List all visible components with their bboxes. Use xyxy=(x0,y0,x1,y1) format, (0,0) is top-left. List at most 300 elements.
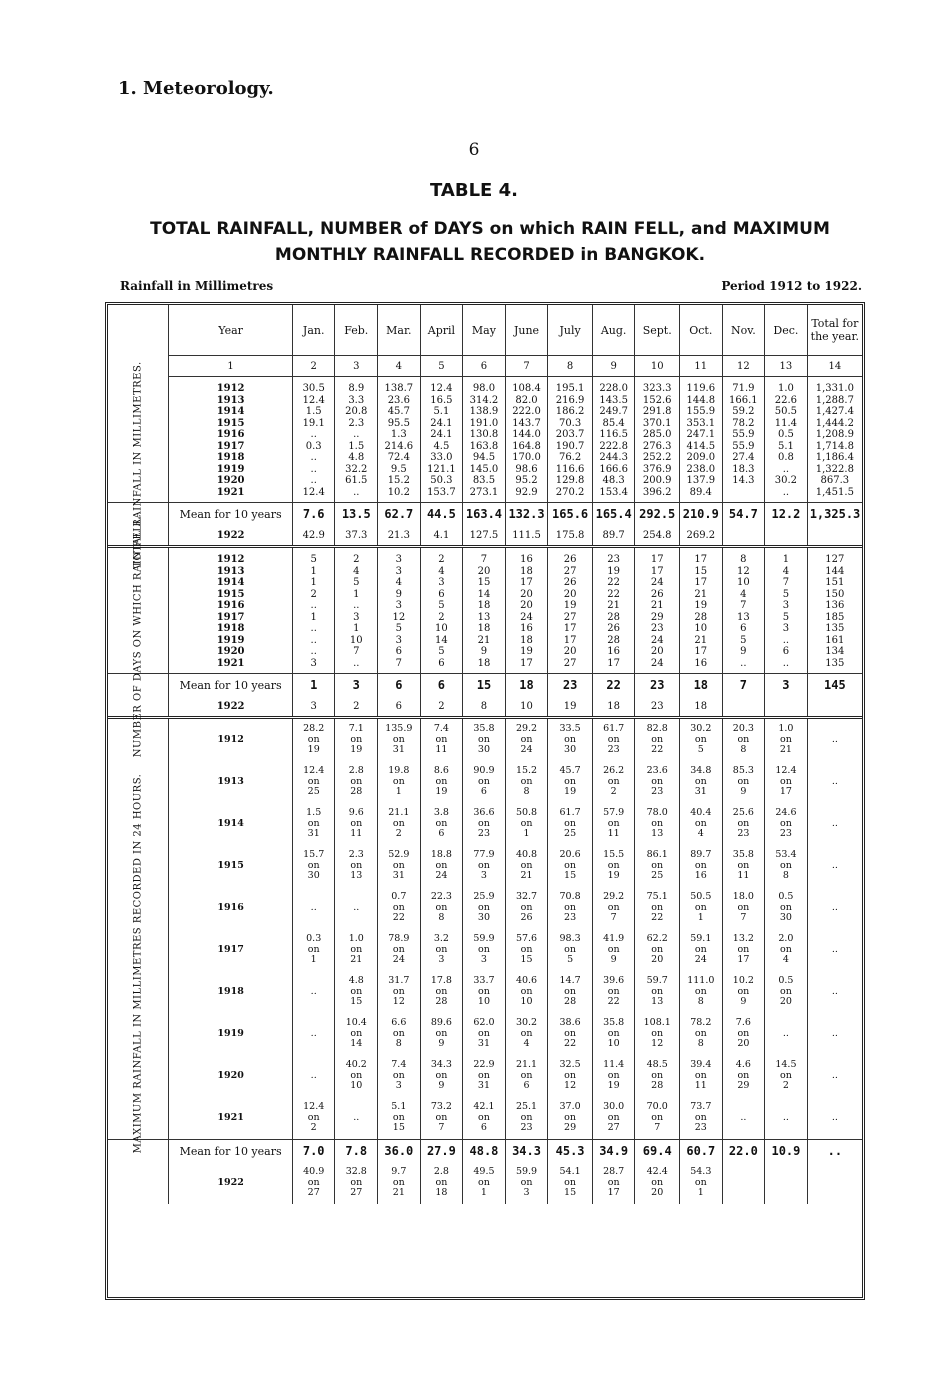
max-value: 36.6 on 23 xyxy=(463,803,506,845)
max-value: 12.4 on 17 xyxy=(765,761,808,803)
max-value: 75.1 on 22 xyxy=(635,887,680,929)
year-1922-label: 1922 xyxy=(169,1162,293,1204)
max-value: .. xyxy=(335,1097,378,1140)
max-value: 24.6 on 23 xyxy=(765,803,808,845)
mean-value: 36.0 xyxy=(378,1140,421,1163)
max-value: 10.2 on 9 xyxy=(722,971,765,1013)
max-value: 12.4 on 2 xyxy=(292,1097,335,1140)
max-value: 11.4 on 19 xyxy=(592,1055,635,1097)
max-value: 89.6 on 9 xyxy=(420,1013,463,1055)
max-value: 20.6 on 15 xyxy=(548,845,593,887)
value-1922: 28.7 on 17 xyxy=(592,1162,635,1204)
month-values: 30.5 12.4 1.5 19.1 .. 0.3 .. .. .. 12.4 xyxy=(292,377,335,503)
value-1922: 42.9 xyxy=(292,525,335,547)
month-values: 138.7 23.6 45.7 95.5 1.3 214.6 72.4 9.5 15.2 10.2 xyxy=(378,377,421,503)
value-1922 xyxy=(722,525,765,547)
max-value: 1.0 on 21 xyxy=(765,718,808,762)
max-value: .. xyxy=(807,845,862,887)
month-values: 23 19 22 22 21 28 26 28 16 17 xyxy=(592,547,635,674)
value-1922: 2 xyxy=(335,696,378,718)
max-value: 78.2 on 8 xyxy=(680,1013,723,1055)
days-mean-row xyxy=(108,674,862,697)
value-1922 xyxy=(807,696,862,718)
header-row xyxy=(108,305,862,356)
maximum-mean-row xyxy=(108,1140,862,1163)
max-value: 73.7 on 23 xyxy=(680,1097,723,1140)
max-value: 61.7 on 25 xyxy=(548,803,593,845)
max-row xyxy=(108,971,862,1013)
value-1922: 254.8 xyxy=(635,525,680,547)
year-label: 1921 xyxy=(169,1097,293,1140)
max-value: 4.8 on 15 xyxy=(335,971,378,1013)
max-value: 50.5 on 1 xyxy=(680,887,723,929)
value-1922: 37.3 xyxy=(335,525,378,547)
month-values: 127 144 151 150 136 185 135 161 134 135 xyxy=(807,547,862,674)
mean-value: 145 xyxy=(807,674,862,697)
year-label: 1913 xyxy=(169,761,293,803)
max-value: 40.2 on 10 xyxy=(335,1055,378,1097)
year-label: 1918 xyxy=(169,971,293,1013)
max-value: 31.7 on 12 xyxy=(378,971,421,1013)
page-number: 6 xyxy=(468,140,480,160)
max-value: 4.6 on 29 xyxy=(722,1055,765,1097)
column-number: 4 xyxy=(378,356,421,377)
month-values: 17 17 24 26 21 29 23 24 20 24 xyxy=(635,547,680,674)
mean-value: 165.4 xyxy=(592,503,635,526)
column-header: April xyxy=(420,305,463,356)
month-values: 1 4 7 5 3 5 3 .. 6 .. xyxy=(765,547,808,674)
side-label-total-rainfall: TOTAL RAINFALL IN MILLIMETRES. xyxy=(132,361,144,568)
max-value: 40.8 on 21 xyxy=(505,845,548,887)
value-1922: 49.5 on 1 xyxy=(463,1162,506,1204)
month-values: 7 20 15 14 18 13 18 21 9 18 xyxy=(463,547,506,674)
max-value: 52.9 on 31 xyxy=(378,845,421,887)
max-value: 30.2 on 5 xyxy=(680,718,723,762)
max-value: 7.6 on 20 xyxy=(722,1013,765,1055)
max-value: 23.6 on 23 xyxy=(635,761,680,803)
max-value: 29.2 on 24 xyxy=(505,718,548,762)
max-row xyxy=(108,1013,862,1055)
max-value: 61.7 on 23 xyxy=(592,718,635,762)
year-label: 1915 xyxy=(169,845,293,887)
max-value: 33.7 on 10 xyxy=(463,971,506,1013)
column-number: 3 xyxy=(335,356,378,377)
mean-label: Mean for 10 years xyxy=(169,674,293,697)
mean-value: 13.5 xyxy=(335,503,378,526)
rainfall-data-row xyxy=(108,377,862,503)
value-1922: 8 xyxy=(463,696,506,718)
max-value: 40.4 on 4 xyxy=(680,803,723,845)
max-value: 98.3 on 5 xyxy=(548,929,593,971)
max-value: 90.9 on 6 xyxy=(463,761,506,803)
max-row xyxy=(108,887,862,929)
column-header: Feb. xyxy=(335,305,378,356)
max-value: 135.9 on 31 xyxy=(378,718,421,762)
max-value: 5.1 on 15 xyxy=(378,1097,421,1140)
value-1922: 10 xyxy=(505,696,548,718)
max-value: 77.9 on 3 xyxy=(463,845,506,887)
max-value: 35.8 on 30 xyxy=(463,718,506,762)
max-value: .. xyxy=(807,761,862,803)
max-value: 108.1 on 12 xyxy=(635,1013,680,1055)
month-values: 195.1 216.9 186.2 70.3 203.7 190.7 76.2 116.6 129.8 270.2 xyxy=(548,377,593,503)
max-value: 13.2 on 17 xyxy=(722,929,765,971)
value-1922: 3 xyxy=(292,696,335,718)
month-values: 1,331.0 1,288.7 1,427.4 1,444.2 1,208.9 1,714.8 1,186.4 1,322.8 867.3 1,451.5 xyxy=(807,377,862,503)
value-1922: 59.9 on 3 xyxy=(505,1162,548,1204)
max-value: 9.6 on 11 xyxy=(335,803,378,845)
max-value: 62.0 on 31 xyxy=(463,1013,506,1055)
max-value: 17.8 on 28 xyxy=(420,971,463,1013)
heading-line-2: MONTHLY RAINFALL RECORDED in BANGKOK. xyxy=(274,245,706,265)
max-value: 42.1 on 6 xyxy=(463,1097,506,1140)
mean-value: 210.9 xyxy=(680,503,723,526)
mean-value: 44.5 xyxy=(420,503,463,526)
max-value: 20.3 on 8 xyxy=(722,718,765,762)
value-1922: 18 xyxy=(680,696,723,718)
max-value: 0.5 on 20 xyxy=(765,971,808,1013)
mean-value: 292.5 xyxy=(635,503,680,526)
max-value: 15.7 on 30 xyxy=(292,845,335,887)
max-value: 2.0 on 4 xyxy=(765,929,808,971)
value-1922: 40.9 on 27 xyxy=(292,1162,335,1204)
max-value: 25.6 on 23 xyxy=(722,803,765,845)
mean-value: 22.0 xyxy=(722,1140,765,1163)
max-value: 38.6 on 22 xyxy=(548,1013,593,1055)
year-1922-label: 1922 xyxy=(169,525,293,547)
max-value: 32.7 on 26 xyxy=(505,887,548,929)
max-value: 34.8 on 31 xyxy=(680,761,723,803)
value-1922: 111.5 xyxy=(505,525,548,547)
column-header: Sept. xyxy=(635,305,680,356)
column-header: July xyxy=(548,305,593,356)
value-1922: 2.8 on 18 xyxy=(420,1162,463,1204)
max-value: 39.4 on 11 xyxy=(680,1055,723,1097)
max-value: 29.2 on 7 xyxy=(592,887,635,929)
rainfall-mean-row xyxy=(108,503,862,526)
month-values: 2 4 3 6 5 2 10 14 5 6 xyxy=(420,547,463,674)
max-value: .. xyxy=(292,971,335,1013)
max-value: .. xyxy=(807,1097,862,1140)
mean-value: 27.9 xyxy=(420,1140,463,1163)
max-row xyxy=(108,1097,862,1140)
max-value: .. xyxy=(807,887,862,929)
max-value: 40.6 on 10 xyxy=(505,971,548,1013)
value-1922: 19 xyxy=(548,696,593,718)
mean-value: 15 xyxy=(463,674,506,697)
days-data-row xyxy=(108,547,862,674)
max-value: 78.9 on 24 xyxy=(378,929,421,971)
max-value: 45.7 on 19 xyxy=(548,761,593,803)
max-value: 0.7 on 22 xyxy=(378,887,421,929)
mean-value: 18 xyxy=(505,674,548,697)
month-values: 26 27 26 20 19 27 17 17 20 27 xyxy=(548,547,593,674)
year-list: 1912 1913 1914 1915 1916 1917 1918 1919 1920 1921 xyxy=(169,377,293,503)
column-header: June xyxy=(505,305,548,356)
month-values: 3 3 4 9 3 12 5 3 6 7 xyxy=(378,547,421,674)
max-value: 35.8 on 11 xyxy=(722,845,765,887)
max-value: 6.6 on 8 xyxy=(378,1013,421,1055)
max-value: 59.9 on 3 xyxy=(463,929,506,971)
rainfall-1922-row xyxy=(108,525,862,547)
month-values: 17 15 17 21 19 28 10 21 17 16 xyxy=(680,547,723,674)
max-value: 2.3 on 13 xyxy=(335,845,378,887)
column-header: May xyxy=(463,305,506,356)
value-1922: 127.5 xyxy=(463,525,506,547)
mean-value: 48.8 xyxy=(463,1140,506,1163)
value-1922: 89.7 xyxy=(592,525,635,547)
column-header: Nov. xyxy=(722,305,765,356)
max-value: 26.2 on 2 xyxy=(592,761,635,803)
max-value: 70.8 on 23 xyxy=(548,887,593,929)
column-number-row xyxy=(108,356,862,377)
month-values: 1.0 22.6 50.5 11.4 0.5 5.1 0.8 .. 30.2 .. xyxy=(765,377,808,503)
max-value: 18.8 on 24 xyxy=(420,845,463,887)
max-value: 10.4 on 14 xyxy=(335,1013,378,1055)
max-value: 7.1 on 19 xyxy=(335,718,378,762)
value-1922: 54.1 on 15 xyxy=(548,1162,593,1204)
max-value: .. xyxy=(807,1055,862,1097)
value-1922: 23 xyxy=(635,696,680,718)
max-value: .. xyxy=(765,1013,808,1055)
max-row xyxy=(108,845,862,887)
max-value: 2.8 on 28 xyxy=(335,761,378,803)
max-value: 3.2 on 3 xyxy=(420,929,463,971)
max-value: 33.5 on 30 xyxy=(548,718,593,762)
heading-line-1: TOTAL RAINFALL, NUMBER of DAYS on which RAIN FELL, and MAXIMUM xyxy=(150,219,830,239)
month-values: 2 4 5 1 .. 3 1 10 7 .. xyxy=(335,547,378,674)
column-number: 12 xyxy=(722,356,765,377)
table-heading xyxy=(100,216,880,268)
value-1922 xyxy=(722,696,765,718)
column-number: 2 xyxy=(292,356,335,377)
value-1922: 42.4 on 20 xyxy=(635,1162,680,1204)
mean-value: 6 xyxy=(420,674,463,697)
month-values: 108.4 82.0 222.0 143.7 144.0 164.8 170.0 98.6 95.2 92.9 xyxy=(505,377,548,503)
mean-value: 6 xyxy=(378,674,421,697)
year-label: 1916 xyxy=(169,887,293,929)
rainfall-table-frame xyxy=(105,302,865,1300)
max-value: 7.4 on 11 xyxy=(420,718,463,762)
mean-value: 54.7 xyxy=(722,503,765,526)
mean-value: 23 xyxy=(548,674,593,697)
max-row xyxy=(108,718,862,762)
max-value: .. xyxy=(807,718,862,762)
max-value: 57.9 on 11 xyxy=(592,803,635,845)
max-value: 22.9 on 31 xyxy=(463,1055,506,1097)
max-value: 32.5 on 12 xyxy=(548,1055,593,1097)
value-1922: 21.3 xyxy=(378,525,421,547)
column-number: 7 xyxy=(505,356,548,377)
year-label: 1914 xyxy=(169,803,293,845)
max-value: 25.9 on 30 xyxy=(463,887,506,929)
mean-value: 45.3 xyxy=(548,1140,593,1163)
month-values: 119.6 144.8 155.9 353.1 247.1 414.5 209.0 238.0 137.9 89.4 xyxy=(680,377,723,503)
mean-value: 22 xyxy=(592,674,635,697)
max-value: 57.6 on 15 xyxy=(505,929,548,971)
mean-value: .. xyxy=(807,1140,862,1163)
mean-value: 3 xyxy=(765,674,808,697)
max-value: 53.4 on 8 xyxy=(765,845,808,887)
mean-value: 23 xyxy=(635,674,680,697)
side-label-rain-days: NUMBER OF DAYS ON WHICH RAIN FELL. xyxy=(132,513,144,757)
max-value: 21.1 on 2 xyxy=(378,803,421,845)
max-value: 19.8 on 1 xyxy=(378,761,421,803)
mean-value: 3 xyxy=(335,674,378,697)
value-1922: 4.1 xyxy=(420,525,463,547)
value-1922 xyxy=(722,1162,765,1204)
mean-value: 7.0 xyxy=(292,1140,335,1163)
mean-value: 7.8 xyxy=(335,1140,378,1163)
column-header: Mar. xyxy=(378,305,421,356)
units-label: Rainfall in Millimetres xyxy=(120,279,274,293)
max-value: 15.5 on 19 xyxy=(592,845,635,887)
value-1922: 32.8 on 27 xyxy=(335,1162,378,1204)
max-value: 89.7 on 16 xyxy=(680,845,723,887)
max-value: 30.2 on 4 xyxy=(505,1013,548,1055)
max-value: 1.0 on 21 xyxy=(335,929,378,971)
section-title: 1. Meteorology. xyxy=(118,78,274,99)
column-number: 1 xyxy=(169,356,293,377)
max-value: 39.6 on 22 xyxy=(592,971,635,1013)
column-header: Aug. xyxy=(592,305,635,356)
month-values: 5 1 1 2 .. 1 .. .. .. 3 xyxy=(292,547,335,674)
max-value: .. xyxy=(292,1055,335,1097)
value-1922: 2 xyxy=(420,696,463,718)
max-value: 30.0 on 27 xyxy=(592,1097,635,1140)
max-value: 78.0 on 13 xyxy=(635,803,680,845)
value-1922: 269.2 xyxy=(680,525,723,547)
max-value: .. xyxy=(722,1097,765,1140)
month-values: 228.0 143.5 249.7 85.4 116.5 222.8 244.3 166.6 48.3 153.4 xyxy=(592,377,635,503)
column-header: Jan. xyxy=(292,305,335,356)
column-header: Year xyxy=(169,305,293,356)
month-values: 8.9 3.3 20.8 2.3 .. 1.5 4.8 32.2 61.5 .. xyxy=(335,377,378,503)
max-value: 0.3 on 1 xyxy=(292,929,335,971)
side-cell xyxy=(108,1162,169,1204)
value-1922: 54.3 on 1 xyxy=(680,1162,723,1204)
max-value: 73.2 on 7 xyxy=(420,1097,463,1140)
column-header: Dec. xyxy=(765,305,808,356)
max-value: 15.2 on 8 xyxy=(505,761,548,803)
max-value: .. xyxy=(292,1013,335,1055)
max-value: 86.1 on 25 xyxy=(635,845,680,887)
max-value: 34.3 on 9 xyxy=(420,1055,463,1097)
mean-value: 7 xyxy=(722,674,765,697)
max-value: 59.1 on 24 xyxy=(680,929,723,971)
max-value: .. xyxy=(807,971,862,1013)
max-row xyxy=(108,929,862,971)
mean-value: 62.7 xyxy=(378,503,421,526)
month-values: 16 18 17 20 20 24 16 18 19 17 xyxy=(505,547,548,674)
value-1922: 9.7 on 21 xyxy=(378,1162,421,1204)
column-number: 14 xyxy=(807,356,862,377)
max-value: 59.7 on 13 xyxy=(635,971,680,1013)
mean-label: Mean for 10 years xyxy=(169,503,293,526)
maximum-1922-row xyxy=(108,1162,862,1204)
max-value: 21.1 on 6 xyxy=(505,1055,548,1097)
rainfall-table xyxy=(108,305,862,1204)
max-value: 37.0 on 29 xyxy=(548,1097,593,1140)
max-value: 82.8 on 22 xyxy=(635,718,680,762)
max-row xyxy=(108,761,862,803)
mean-value: 12.2 xyxy=(765,503,808,526)
max-value: .. xyxy=(335,887,378,929)
max-value: 8.6 on 19 xyxy=(420,761,463,803)
year-1922-label: 1922 xyxy=(169,696,293,718)
max-value: 35.8 on 10 xyxy=(592,1013,635,1055)
max-value: .. xyxy=(765,1097,808,1140)
max-value: 14.7 on 28 xyxy=(548,971,593,1013)
value-1922 xyxy=(807,525,862,547)
column-header: Oct. xyxy=(680,305,723,356)
year-label: 1919 xyxy=(169,1013,293,1055)
mean-value: 34.9 xyxy=(592,1140,635,1163)
mean-value: 163.4 xyxy=(463,503,506,526)
column-number: 10 xyxy=(635,356,680,377)
max-value: 3.8 on 6 xyxy=(420,803,463,845)
value-1922 xyxy=(807,1162,862,1204)
mean-value: 132.3 xyxy=(505,503,548,526)
days-1922-row xyxy=(108,696,862,718)
year-list: 1912 1913 1914 1915 1916 1917 1918 1919 1920 1921 xyxy=(169,547,293,674)
year-label: 1917 xyxy=(169,929,293,971)
max-value: 50.8 on 1 xyxy=(505,803,548,845)
mean-value: 10.9 xyxy=(765,1140,808,1163)
max-row xyxy=(108,803,862,845)
max-value: 85.3 on 9 xyxy=(722,761,765,803)
max-value: 22.3 on 8 xyxy=(420,887,463,929)
side-label-maximum-rainfall: MAXIMUM RAINFALL IN MILLIMETRES RECORDED IN 24 HOURS. xyxy=(132,773,144,1154)
max-value: 18.0 on 7 xyxy=(722,887,765,929)
max-value: 28.2 on 19 xyxy=(292,718,335,762)
month-values: 71.9 166.1 59.2 78.2 55.9 55.9 27.4 18.3 14.3 xyxy=(722,377,765,503)
value-1922 xyxy=(765,525,808,547)
value-1922: 18 xyxy=(592,696,635,718)
max-value: 0.5 on 30 xyxy=(765,887,808,929)
value-1922: 175.8 xyxy=(548,525,593,547)
mean-value: 60.7 xyxy=(680,1140,723,1163)
mean-label: Mean for 10 years xyxy=(169,1140,293,1163)
column-number: 9 xyxy=(592,356,635,377)
max-value: 25.1 on 23 xyxy=(505,1097,548,1140)
column-number: 8 xyxy=(548,356,593,377)
value-1922: 6 xyxy=(378,696,421,718)
column-number: 11 xyxy=(680,356,723,377)
value-1922 xyxy=(765,696,808,718)
max-value: 7.4 on 3 xyxy=(378,1055,421,1097)
max-value: 14.5 on 2 xyxy=(765,1055,808,1097)
max-value: .. xyxy=(807,1013,862,1055)
month-values: 8 12 10 4 7 13 6 5 9 .. xyxy=(722,547,765,674)
max-value: 41.9 on 9 xyxy=(592,929,635,971)
max-value: 70.0 on 7 xyxy=(635,1097,680,1140)
max-row xyxy=(108,1055,862,1097)
mean-value: 165.6 xyxy=(548,503,593,526)
month-values: 323.3 152.6 291.8 370.1 285.0 276.3 252.2 376.9 200.9 396.2 xyxy=(635,377,680,503)
year-label: 1912 xyxy=(169,718,293,762)
period-label: Period 1912 to 1922. xyxy=(721,279,862,293)
mean-value: 1 xyxy=(292,674,335,697)
mean-value: 1,325.3 xyxy=(807,503,862,526)
side-cell xyxy=(108,305,169,356)
mean-value: 7.6 xyxy=(292,503,335,526)
month-values: 12.4 16.5 5.1 24.1 24.1 4.5 33.0 121.1 50.3 153.7 xyxy=(420,377,463,503)
max-value: .. xyxy=(807,803,862,845)
column-header: Total for the year. xyxy=(807,305,862,356)
table-title: TABLE 4. xyxy=(430,180,518,201)
column-number: 5 xyxy=(420,356,463,377)
